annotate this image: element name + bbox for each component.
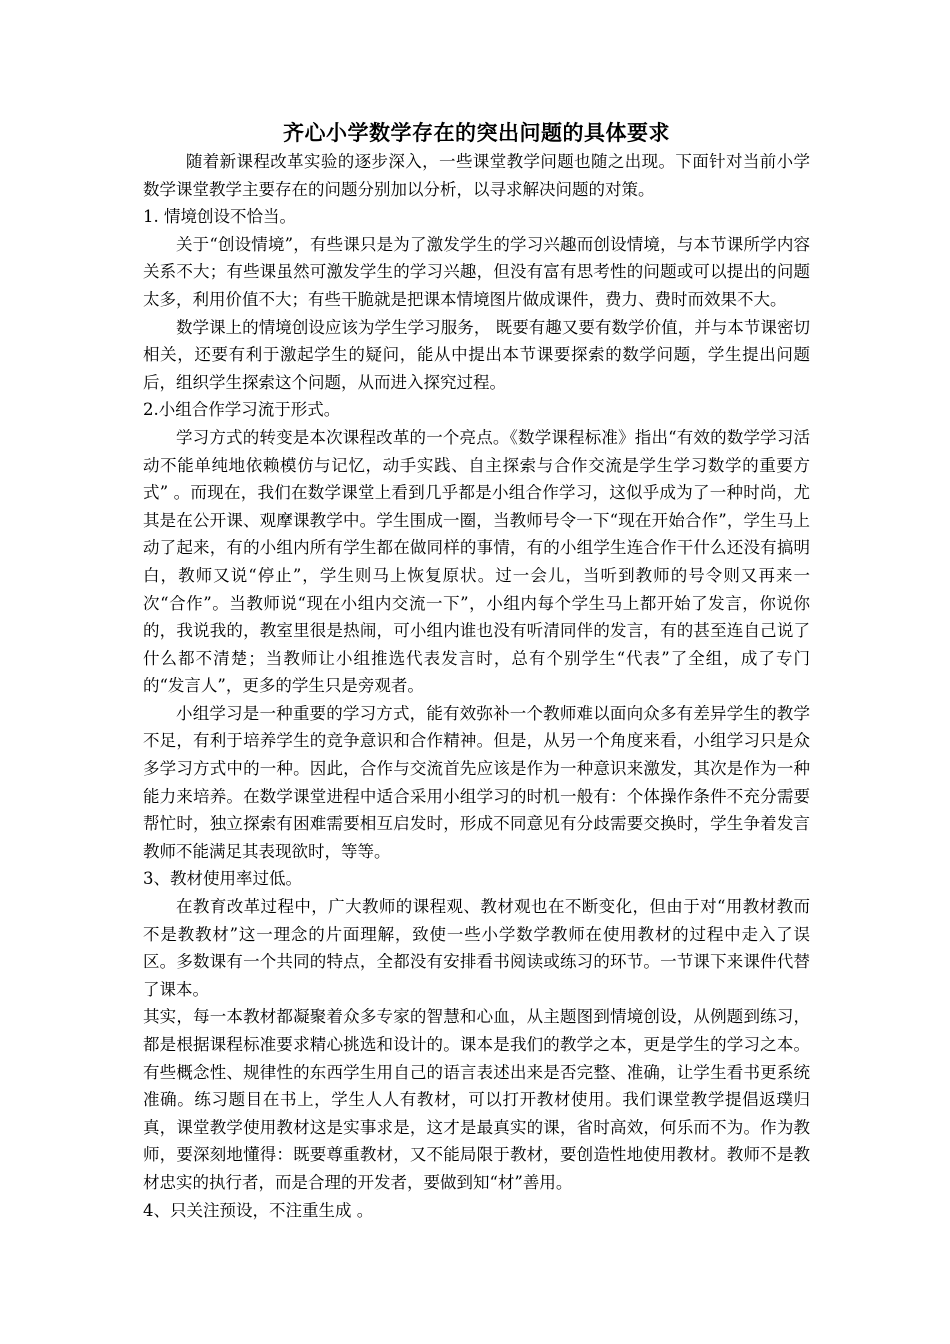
document-title: 齐心小学数学存在的突出问题的具体要求 — [283, 121, 670, 145]
section-1-heading: 1. 情境创设不恰当。 — [143, 207, 296, 227]
intro-paragraph: 随着新课程改革实验的逐步深入，一些课堂教学问题也随之出现。下面针对当前小学数学课堂教学主要存在的问题分别加以分析，以寻求解决问题的对策。 — [143, 152, 810, 199]
document-page — [143, 118, 810, 1224]
section-2-paragraph-1: 学习方式的转变是本次课程改革的一个亮点。《数学课程标准》指出“有效的数学学习活动不能单纯地依赖模仿与记忆，动手实践、自主探索与合作交流是学生学习数学的重要方式” 。而现在，我们在数学课堂上看到几乎都是小组合作学习，这似乎成为了一种时尚，尤其是在公开课、观摩课教学中。学生围成一圈，当教师号令一下“现在开始合作”，学生马上动了起来，有的小组内所有学生都在做同样的事情，有的小组学生连合作干什么还没有搞明白，教师又说“停止”，学生则马上恢复原状。过一会儿，当听到教师的号令则又再来一次“合作”。当教师说“现在小组内交流一下”，小组内每个学生马上都开始了发言，你说你的，我说我的，教室里很是热闹，可小组内谁也没有听清同伴的发言，有的甚至连自己说了什么都不清楚；当教师让小组推选代表发言时，总有个别学生“代表”了全组，成了专门的“发言人”，更多的学生只是旁观者。 — [143, 427, 810, 696]
section-3-paragraph-2: 其实，每一本教材都凝聚着众多专家的智慧和心血，从主题图到情境创设，从例题到练习，都是根据课程标准要求精心挑选和设计的。课本是我们的教学之本，更是学生的学习之本。有些概念性、规律性的东西学生用自己的语言表述出来是否完整、准确，让学生看书更系统准确。练习题目在书上，学生人人有教材，可以打开教材使用。我们课堂教学提倡返璞归真，课堂教学使用教材这是实事求是，这才是最真实的课，省时高效，何乐而不为。作为教师，要深刻地懂得：既要尊重教材，又不能局限于教材，要创造性地使用教材。教师不是教材忠实的执行者，而是合理的开发者，要做到知“材”善用。 — [143, 1007, 810, 1192]
section-2-heading: 2.小组合作学习流于形式。 — [143, 400, 341, 420]
section-4-heading: 4、只关注预设，不注重生成 。 — [143, 1200, 374, 1220]
section-3-paragraph-1: 在教育改革过程中，广大教师的课程观、教材观也在不断变化，但由于对“用教材教而不是教教材”这一理念的片面理解，致使一些小学数学教师在使用教材的过程中走入了误区。多数课有一个共同的特点，全都没有安排看书阅读或练习的环节。一节课下来课件代替了课本。 — [143, 897, 810, 999]
section-2-paragraph-2: 小组学习是一种重要的学习方式，能有效弥补一个教师难以面向众多有差异学生的教学不足，有利于培养学生的竞争意识和合作精神。但是，从另一个角度来看，小组学习只是众多学习方式中的一种。因此，合作与交流首先应该是作为一种意识来激发，其次是作为一种能力来培养。在数学课堂进程中适合采用小组学习的时机一般有：个体操作条件不充分需要帮忙时，独立探索有困难需要相互启发时，形成不同意见有分歧需要交换时，学生争着发言教师不能满足其表现欲时，等等。 — [143, 703, 810, 861]
section-1-paragraph-1: 关于“创设情境”，有些课只是为了激发学生的学习兴趣而创设情境，与本节课所学内容关系不大；有些课虽然可激发学生的学习兴趣，但没有富有思考性的问题或可以提出的问题太多，利用价值不大；有些干脆就是把课本情境图片做成课件，费力、费时而效果不大。 — [143, 234, 810, 309]
section-3-heading: 3、教材使用率过低。 — [143, 869, 302, 889]
section-1-paragraph-2: 数学课上的情境创设应该为学生学习服务， 既要有趣又要有数学价值，并与本节课密切相关，还要有利于激起学生的疑问，能从中提出本节课要探索的数学问题，学生提出问题后，组织学生探索这个问题，从而进入探究过程。 — [143, 317, 810, 392]
